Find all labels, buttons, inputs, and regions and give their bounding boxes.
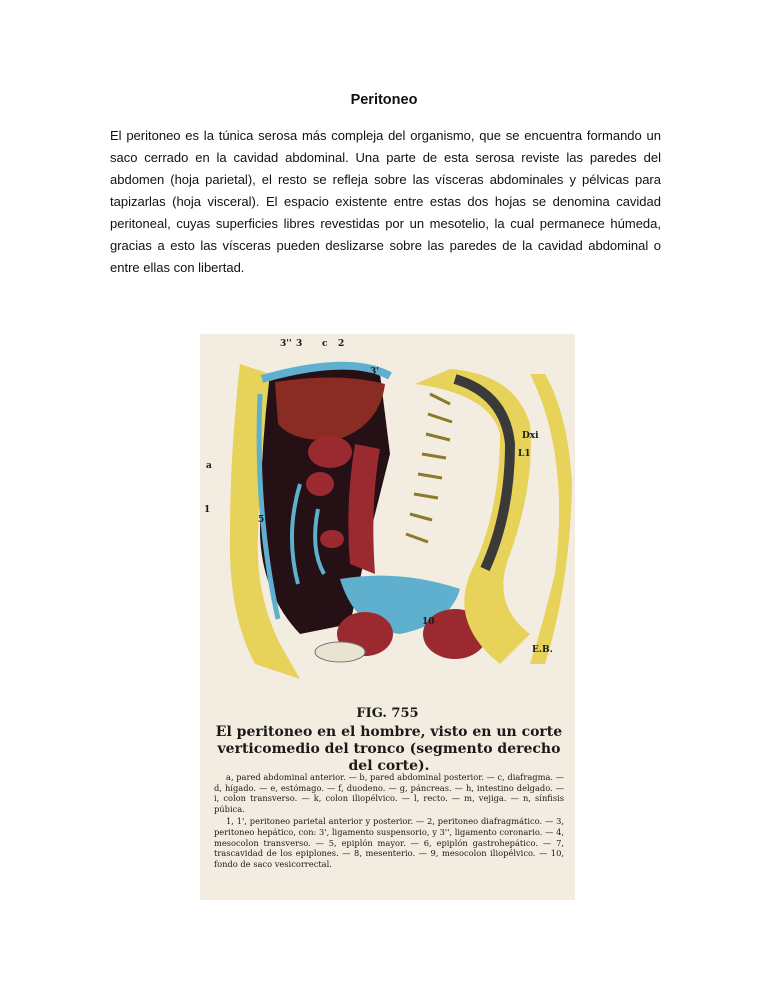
figure-legend [214,772,564,871]
body-paragraph: El peritoneo es la túnica serosa más compleja del organismo, que se encuentra formando un saco cerrado en la cavidad abdominal. Una parte de esta serosa reviste las paredes del abdomen (hoja parietal), el resto se refleja sobre las vísceras abdominales y pélvicas para tapizarlas (hoja visceral). El espacio existente entre estas dos hojas se denomina cavidad peritoneal, cuyas superficies libres revestidas por un mesotelio, la cual permanece húmeda, gracias a esto las vísceras pueden deslizarse sobre las paredes de la cavidad abdominal o entre ellas con libertad. [110,128,661,275]
label-eb: E.B. [532,645,553,655]
label-2: 2 [338,339,345,349]
stomach [308,436,352,468]
peritoneum-illustration [200,334,575,704]
legend-letters: a, pared abdominal anterior. — b, pared abdominal posterior. — c, diafragma. — d, hígado. — e, estómago. — f, duodeno. — g, páncreas. — h, intestino delgado. — i, colon transverso. — k, colon iliopélvico. — l, recto. — m, vejiga. — n, sínfisis púbica. [214,772,564,814]
label-a: a [206,461,212,471]
label-c: c [322,339,328,349]
figure-label: FIG. 755 [356,706,419,721]
label-dxi: Dxi [522,431,539,441]
anatomy-figure [200,334,575,900]
label-3: 3 [296,339,303,349]
label-l1: L1 [518,449,531,459]
intestine [306,472,334,496]
label-n: n [328,615,335,625]
label-3pp: 3'' [280,339,292,349]
label-10: 10 [422,617,435,627]
pubic-symphysis [315,642,365,662]
legend-numbers: 1, 1', peritoneo parietal anterior y posterior. — 2, peritoneo diafragmático. — 3, peritoneo hepático, con: 3', ligamento suspensorio, y 3'', ligamento coronario. — 4, mesocolon transverso. — 5, epiplón mayor. — 6, epiplón gastrohepático. — 7, trascavidad de los epiplones. — 8, mesenterio. — 9, mesocolon iliopélvico. — 10, fondo de saco vesicorrectal. [214,816,564,869]
page-title: Peritoneo [350,92,418,108]
label-5: 5 [258,515,265,525]
figure-heading: El peritoneo en el hombre, visto en un corte verticomedio del tronco (segmento derecho del corte). [215,724,563,774]
label-1: 1 [204,505,211,515]
label-3p: 3' [370,367,380,377]
